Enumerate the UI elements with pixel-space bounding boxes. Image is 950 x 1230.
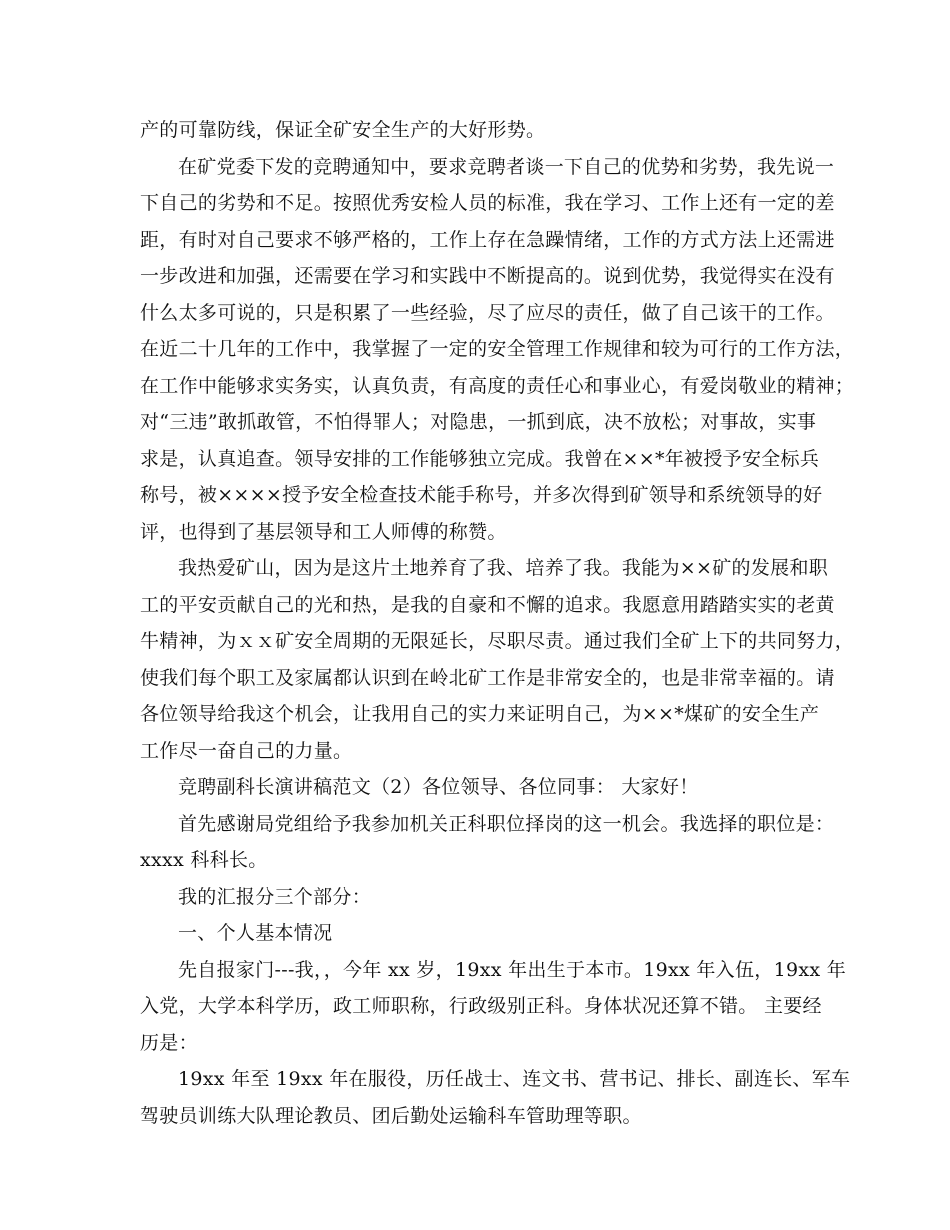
text-line: 19xx 年至 19xx 年在服役，历任战士、连文书、营书记、排长、副连长、军车 — [178, 1068, 851, 1090]
text-line: 一、个人基本情况 — [178, 922, 333, 944]
text-line: 牛精神，为ｘｘ矿安全周期的无限延长，尽职尽责。通过我们全矿上下的共同努力， — [140, 630, 855, 652]
text-line: 工作尽一奋自己的力量。 — [140, 739, 353, 762]
text-line: 一步改进和加强，还需要在学习和实践中不断提高的。说到优势，我觉得实在没有 — [140, 265, 835, 287]
text-line: 我的汇报分三个部分： — [178, 885, 372, 908]
text-line: 求是，认真追查。领导安排的工作能够独立完成。我曾在××*年被授予安全标兵 — [140, 447, 820, 470]
text-line: 产的可靠防线，保证全矿安全生产的大好形势。 — [140, 119, 546, 141]
text-line: 我热爱矿山，因为是这片土地养育了我、培养了我。我能为××矿的发展和职 — [178, 557, 829, 579]
text-line: 先自报家门---我，，今年 xx 岁，19xx 年出生于本市。19xx 年入伍，19xx 年 — [178, 958, 847, 981]
text-line: 工的平安贡献自己的光和热，是我的自豪和不懈的追求。我愿意用踏踏实实的老黄 — [140, 593, 835, 616]
text-line: 在工作中能够求实务实，认真负责，有高度的责任心和事业心，有爱岗敬业的精神； — [140, 374, 855, 397]
text-line: 历是： — [140, 1031, 198, 1054]
text-line: 各位领导给我这个机会，让我用自己的实力来证明自己，为××*煤矿的安全生产 — [140, 703, 820, 725]
text-line: 什么太多可说的，只是积累了一些经验，尽了应尽的责任，做了自己该干的工作。 — [140, 301, 835, 324]
text-line: 使我们每个职工及家属都认识到在岭北矿工作是非常安全的，也是非常幸福的。请 — [140, 666, 835, 689]
text-line: 入党，大学本科学历，政工师职称，行政级别正科。身体状况还算不错。 主要经 — [140, 995, 822, 1017]
text-line: 首先感谢局党组给予我参加机关正科职位择岗的这一机会。我选择的职位是： — [178, 812, 835, 835]
text-line: 对“三违”敢抓敢管，不怕得罪人；对隐患，一抓到底，决不放松；对事故，实事 — [140, 411, 817, 433]
text-line: 称号，被××××授予安全检查技术能手称号，并多次得到矿领导和系统领导的好 — [140, 484, 823, 506]
text-line: 距，有时对自己要求不够严格的，工作上存在急躁情绪，工作的方式方法上还需进 — [140, 228, 835, 251]
text-line: 下自己的劣势和不足。按照优秀安检人员的标准，我在学习、工作上还有一定的差 — [140, 192, 835, 214]
text-line: xxxx 科科长。 — [140, 849, 268, 871]
text-line: 竞聘副科长演讲稿范文（2）各位领导、各位同事： 大家好！ — [178, 776, 699, 798]
text-line: 在矿党委下发的竞聘通知中，要求竞聘者谈一下自己的优势和劣势，我先说一 — [178, 155, 835, 178]
document-body — [140, 112, 855, 1134]
text-line: 在近二十几年的工作中，我掌握了一定的安全管理工作规律和较为可行的工作方法， — [140, 338, 855, 360]
text-line: 评，也得到了基层领导和工人师傅的称赞。 — [140, 520, 507, 543]
text-line: 驾驶员训练大队理论教员、团后勤处运输科车管助理等职。 — [140, 1104, 642, 1127]
